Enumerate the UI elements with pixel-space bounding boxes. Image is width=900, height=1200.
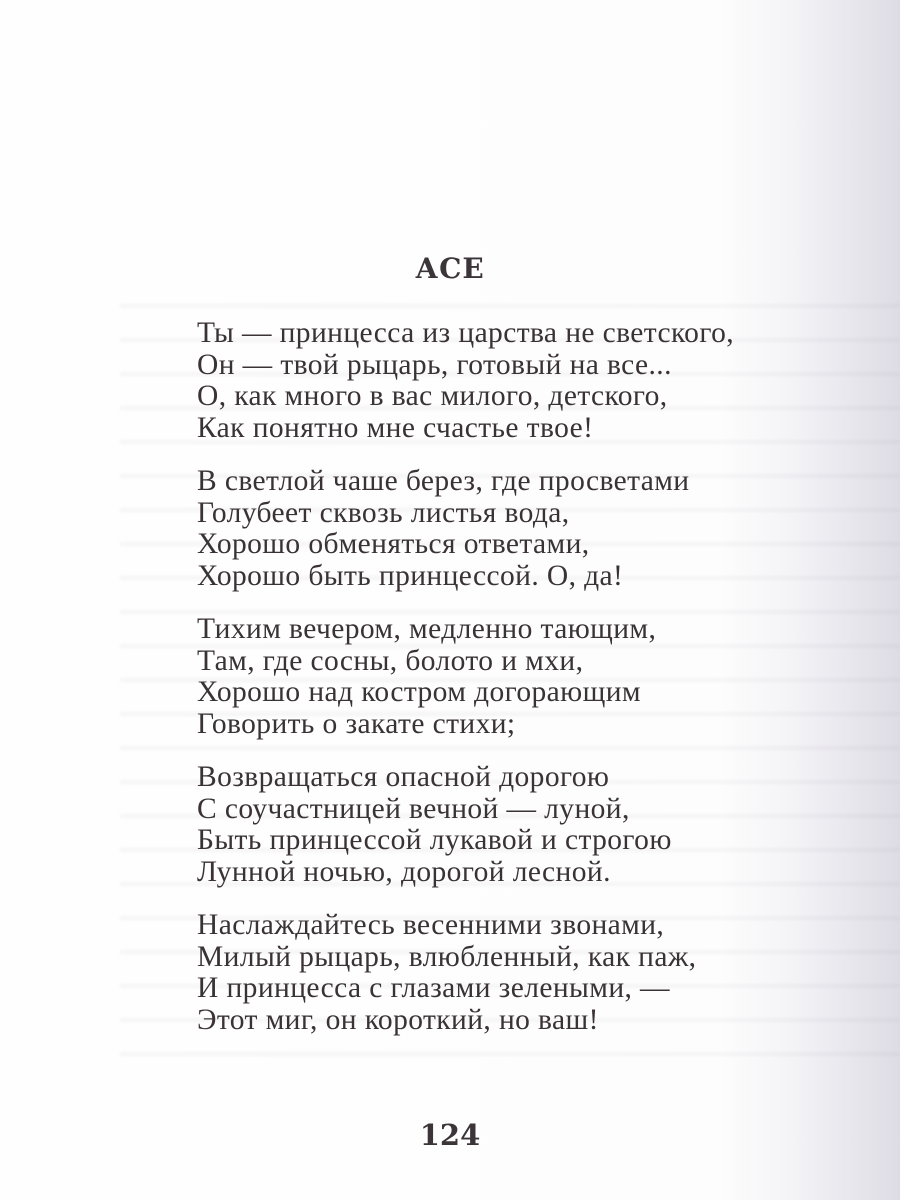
stanza-5	[197, 910, 877, 1036]
poem-line: Хорошо быть принцессой. О, да!	[197, 559, 624, 592]
poem-line: Говорить о закате стихи;	[197, 707, 516, 740]
poem-line: Этот миг, он короткий, но ваш!	[197, 1003, 599, 1036]
poem-line: Быть принцессой лукавой и строгою	[197, 824, 672, 856]
poem-line: Как понятно мне счастье твое!	[197, 411, 594, 444]
poem-line: Милый рыцарь, влюбленный, как паж,	[197, 940, 697, 973]
stanza-1	[197, 318, 877, 444]
stanza-2	[197, 466, 877, 592]
poem-line: Ты — принцесса из царства не светского,	[197, 317, 735, 349]
poem-line: Тихим вечером, медленно тающим,	[197, 613, 657, 645]
poem-line: С соучастницей вечной — луной,	[197, 792, 630, 825]
poem-line: В светлой чаше берез, где просветами	[197, 465, 690, 497]
poem-line: Лунной ночью, дорогой лесной.	[197, 855, 611, 888]
page-number: 124	[419, 1118, 481, 1152]
poem-line: И принцесса с глазами зелеными, —	[197, 972, 670, 1004]
poem-line: Он — твой рыцарь, готовый на все...	[197, 348, 672, 381]
poem-title: АСЕ	[415, 252, 485, 285]
poem-line: Хорошо обменяться ответами,	[197, 528, 590, 560]
poem-line: Наслаждайтесь весенними звонами,	[197, 909, 665, 941]
poem-line: Там, где сосны, болото и мхи,	[197, 644, 584, 677]
poem-body	[197, 318, 877, 1058]
stanza-4	[197, 762, 877, 888]
stanza-3	[197, 614, 877, 740]
poem-line: Хорошо над костром догорающим	[197, 676, 641, 708]
poem-line: О, как много в вас милого, детского,	[197, 380, 668, 412]
poem-line: Возвращаться опасной дорогою	[197, 761, 610, 793]
poem-line: Голубеет сквозь листья вода,	[197, 496, 570, 529]
